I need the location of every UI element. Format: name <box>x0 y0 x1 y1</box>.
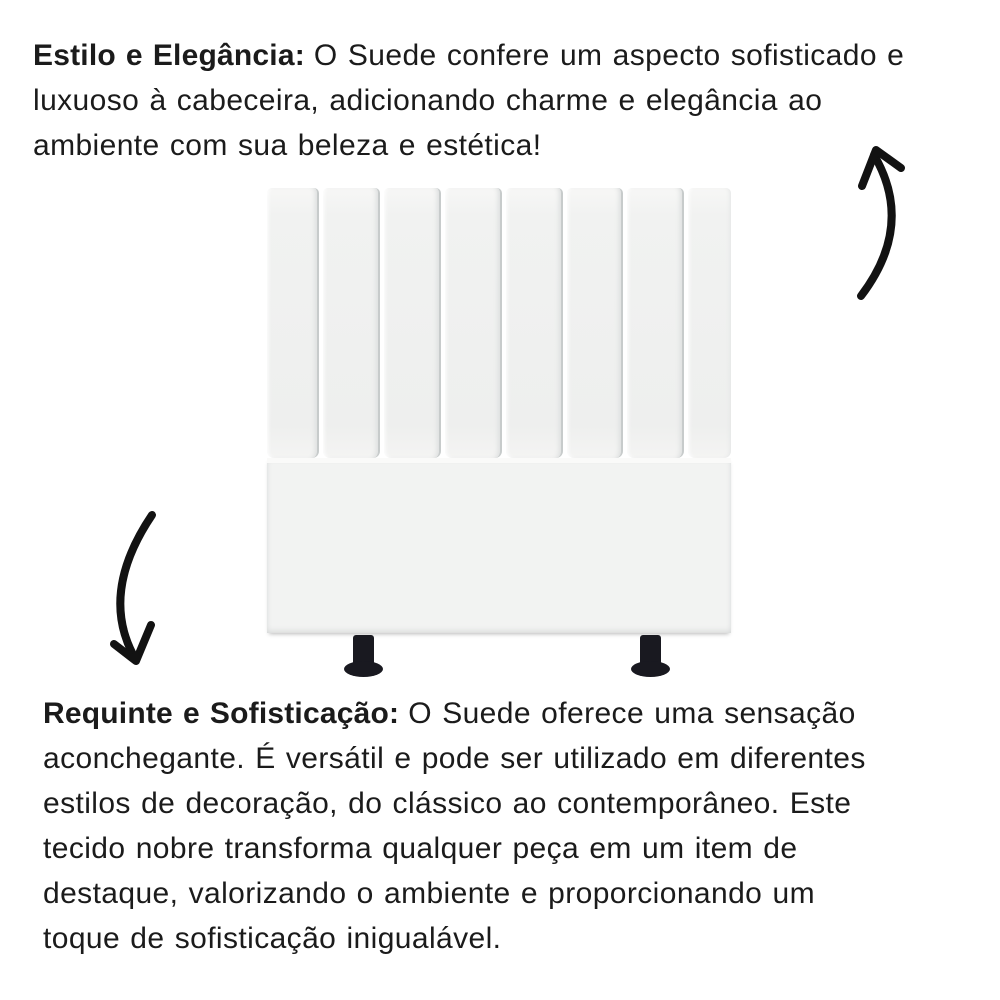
bottom-paragraph-line: aconchegante. É versátil e pode ser utilizado em diferentes <box>43 742 866 775</box>
curved-arrow-up-icon <box>845 135 915 310</box>
headboard-panel <box>267 188 319 458</box>
bottom-paragraph-line: toque de sofisticação inigualável. <box>43 922 502 955</box>
bottom-paragraph-line: destaque, valorizando o ambiente e proporcionando um <box>43 877 815 910</box>
headboard-panel <box>506 188 563 458</box>
headboard-panel <box>445 188 502 458</box>
headboard-panel-row <box>267 188 731 458</box>
headboard-panel <box>567 188 624 458</box>
headboard-image <box>267 188 731 688</box>
bottom-paragraph <box>43 691 866 961</box>
top-paragraph-text: O Suede confere um aspecto sofisticado e <box>313 39 905 72</box>
curved-arrow-down-icon <box>95 505 165 675</box>
bottom-paragraph-text: O Suede oferece uma sensação <box>408 697 856 730</box>
top-paragraph <box>33 33 904 168</box>
headboard-panel <box>384 188 441 458</box>
bottom-paragraph-line: estilos de decoração, do clássico ao contemporâneo. Este <box>43 787 852 820</box>
top-paragraph-heading: Estilo e Elegância: <box>33 39 305 72</box>
bottom-paragraph-line <box>43 691 866 736</box>
top-paragraph-line: luxuoso à cabeceira, adicionando charme e elegância ao <box>33 84 823 117</box>
top-paragraph-line: ambiente com sua beleza e estética! <box>33 129 542 162</box>
top-paragraph-line <box>33 33 904 78</box>
headboard-panel <box>627 188 684 458</box>
headboard-panel <box>688 188 731 458</box>
headboard-base <box>267 458 731 633</box>
headboard-foot-right <box>640 635 661 670</box>
headboard-foot-left <box>353 635 374 670</box>
headboard-panel <box>323 188 380 458</box>
bottom-paragraph-heading: Requinte e Sofisticação: <box>43 697 400 730</box>
bottom-paragraph-line: tecido nobre transforma qualquer peça em um item de <box>43 832 798 865</box>
